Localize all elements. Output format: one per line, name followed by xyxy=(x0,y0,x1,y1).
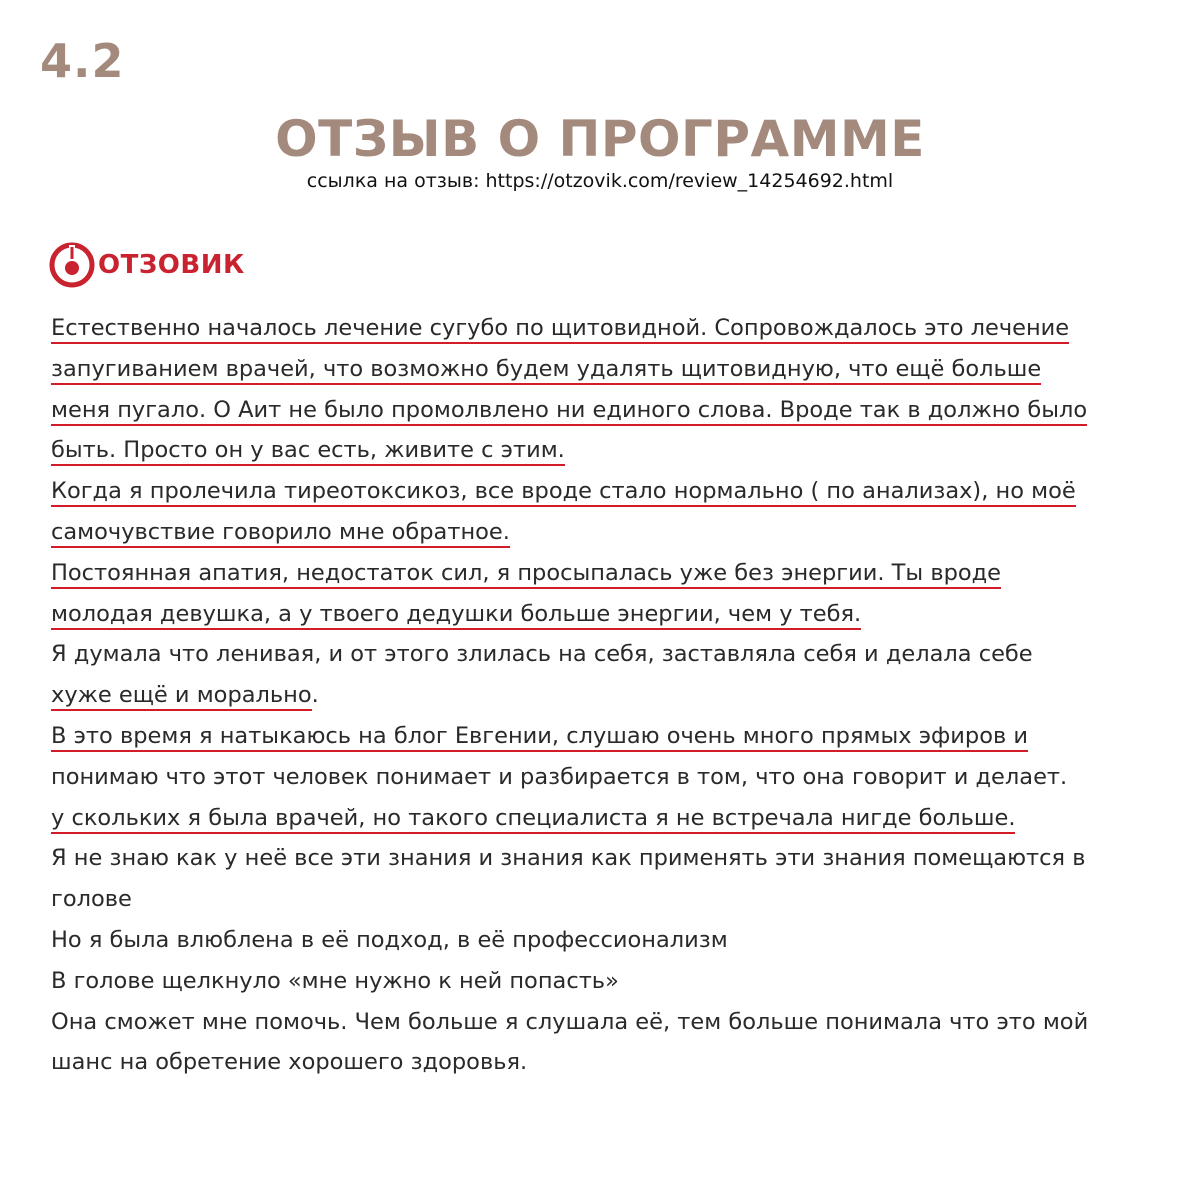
line-suffix: . xyxy=(311,682,319,709)
underlined-text: хуже ещё и морально xyxy=(51,682,312,711)
line-text: Я думала что ленивая, и от этого злилась на себя, заставляла себя и делала себе xyxy=(51,641,1033,668)
review-line xyxy=(51,471,1171,512)
underlined-text: самочувствие говорило мне обратное. xyxy=(51,519,510,548)
review-line xyxy=(51,961,1171,1002)
review-line xyxy=(51,553,1171,594)
underlined-text: Когда я пролечила тиреотоксикоз, все вроде стало нормально ( по анализах), но моё xyxy=(51,478,1076,507)
page-title: ОТЗЫВ О ПРОГРАММЕ xyxy=(275,110,925,168)
underlined-text: молодая девушка, а у твоего дедушки больше энергии, чем у тебя. xyxy=(51,601,861,630)
review-line xyxy=(51,512,1171,553)
review-line xyxy=(51,349,1171,390)
otzovik-logo-icon xyxy=(48,241,96,289)
review-line xyxy=(51,879,1171,920)
logo-text: ОТЗОВИК xyxy=(98,250,245,280)
underlined-text: Постоянная апатия, недостаток сил, я просыпалась уже без энергии. Ты вроде xyxy=(51,560,1001,589)
line-text: шанс на обретение хорошего здоровья. xyxy=(51,1049,528,1076)
review-line xyxy=(51,430,1171,471)
review-line xyxy=(51,757,1171,798)
line-text: понимаю что этот человек понимает и разбирается в том, что она говорит и делает. xyxy=(51,763,1068,790)
section-number: 4.2 xyxy=(40,34,125,88)
line-text: В голове щелкнуло «мне нужно к ней попасть» xyxy=(51,967,619,994)
underlined-text: меня пугало. О Аит не было промолвлено ни единого слова. Вроде так в должно было xyxy=(51,397,1087,426)
otzovik-logo xyxy=(48,240,245,290)
review-line xyxy=(51,308,1171,349)
review-line xyxy=(51,1002,1171,1043)
underlined-text: Естественно началось лечение сугубо по щитовидной. Сопровождалось это лечение xyxy=(51,315,1069,344)
review-line xyxy=(51,838,1171,879)
review-line xyxy=(51,920,1171,961)
review-line xyxy=(51,390,1171,431)
review-line xyxy=(51,716,1171,757)
review-line xyxy=(51,675,1171,716)
review-link[interactable]: ссылка на отзыв: https://otzovik.com/review_14254692.html xyxy=(306,170,894,192)
line-text: Но я была влюблена в её подход, в её профессионализм xyxy=(51,926,728,953)
line-text: Я не знаю как у неё все эти знания и знания как применять эти знания помещаются в xyxy=(51,845,1086,872)
line-text: голове xyxy=(51,886,132,913)
underlined-text: быть. Просто он у вас есть, живите с этим. xyxy=(51,437,565,466)
review-line xyxy=(51,634,1171,675)
underlined-text: у скольких я была врачей, но такого специалиста я не встречала нигде больше. xyxy=(51,805,1015,834)
underlined-text: запугиванием врачей, что возможно будем удалять щитовидную, что ещё больше xyxy=(51,356,1041,385)
review-line xyxy=(51,1042,1171,1083)
underlined-text: В это время я натыкаюсь на блог Евгении, слушаю очень много прямых эфиров и xyxy=(51,723,1028,752)
line-text: Она сможет мне помочь. Чем больше я слушала её, тем больше понимала что это мой xyxy=(51,1008,1089,1035)
review-line xyxy=(51,798,1171,839)
review-line xyxy=(51,594,1171,635)
review-body xyxy=(51,308,1171,1083)
